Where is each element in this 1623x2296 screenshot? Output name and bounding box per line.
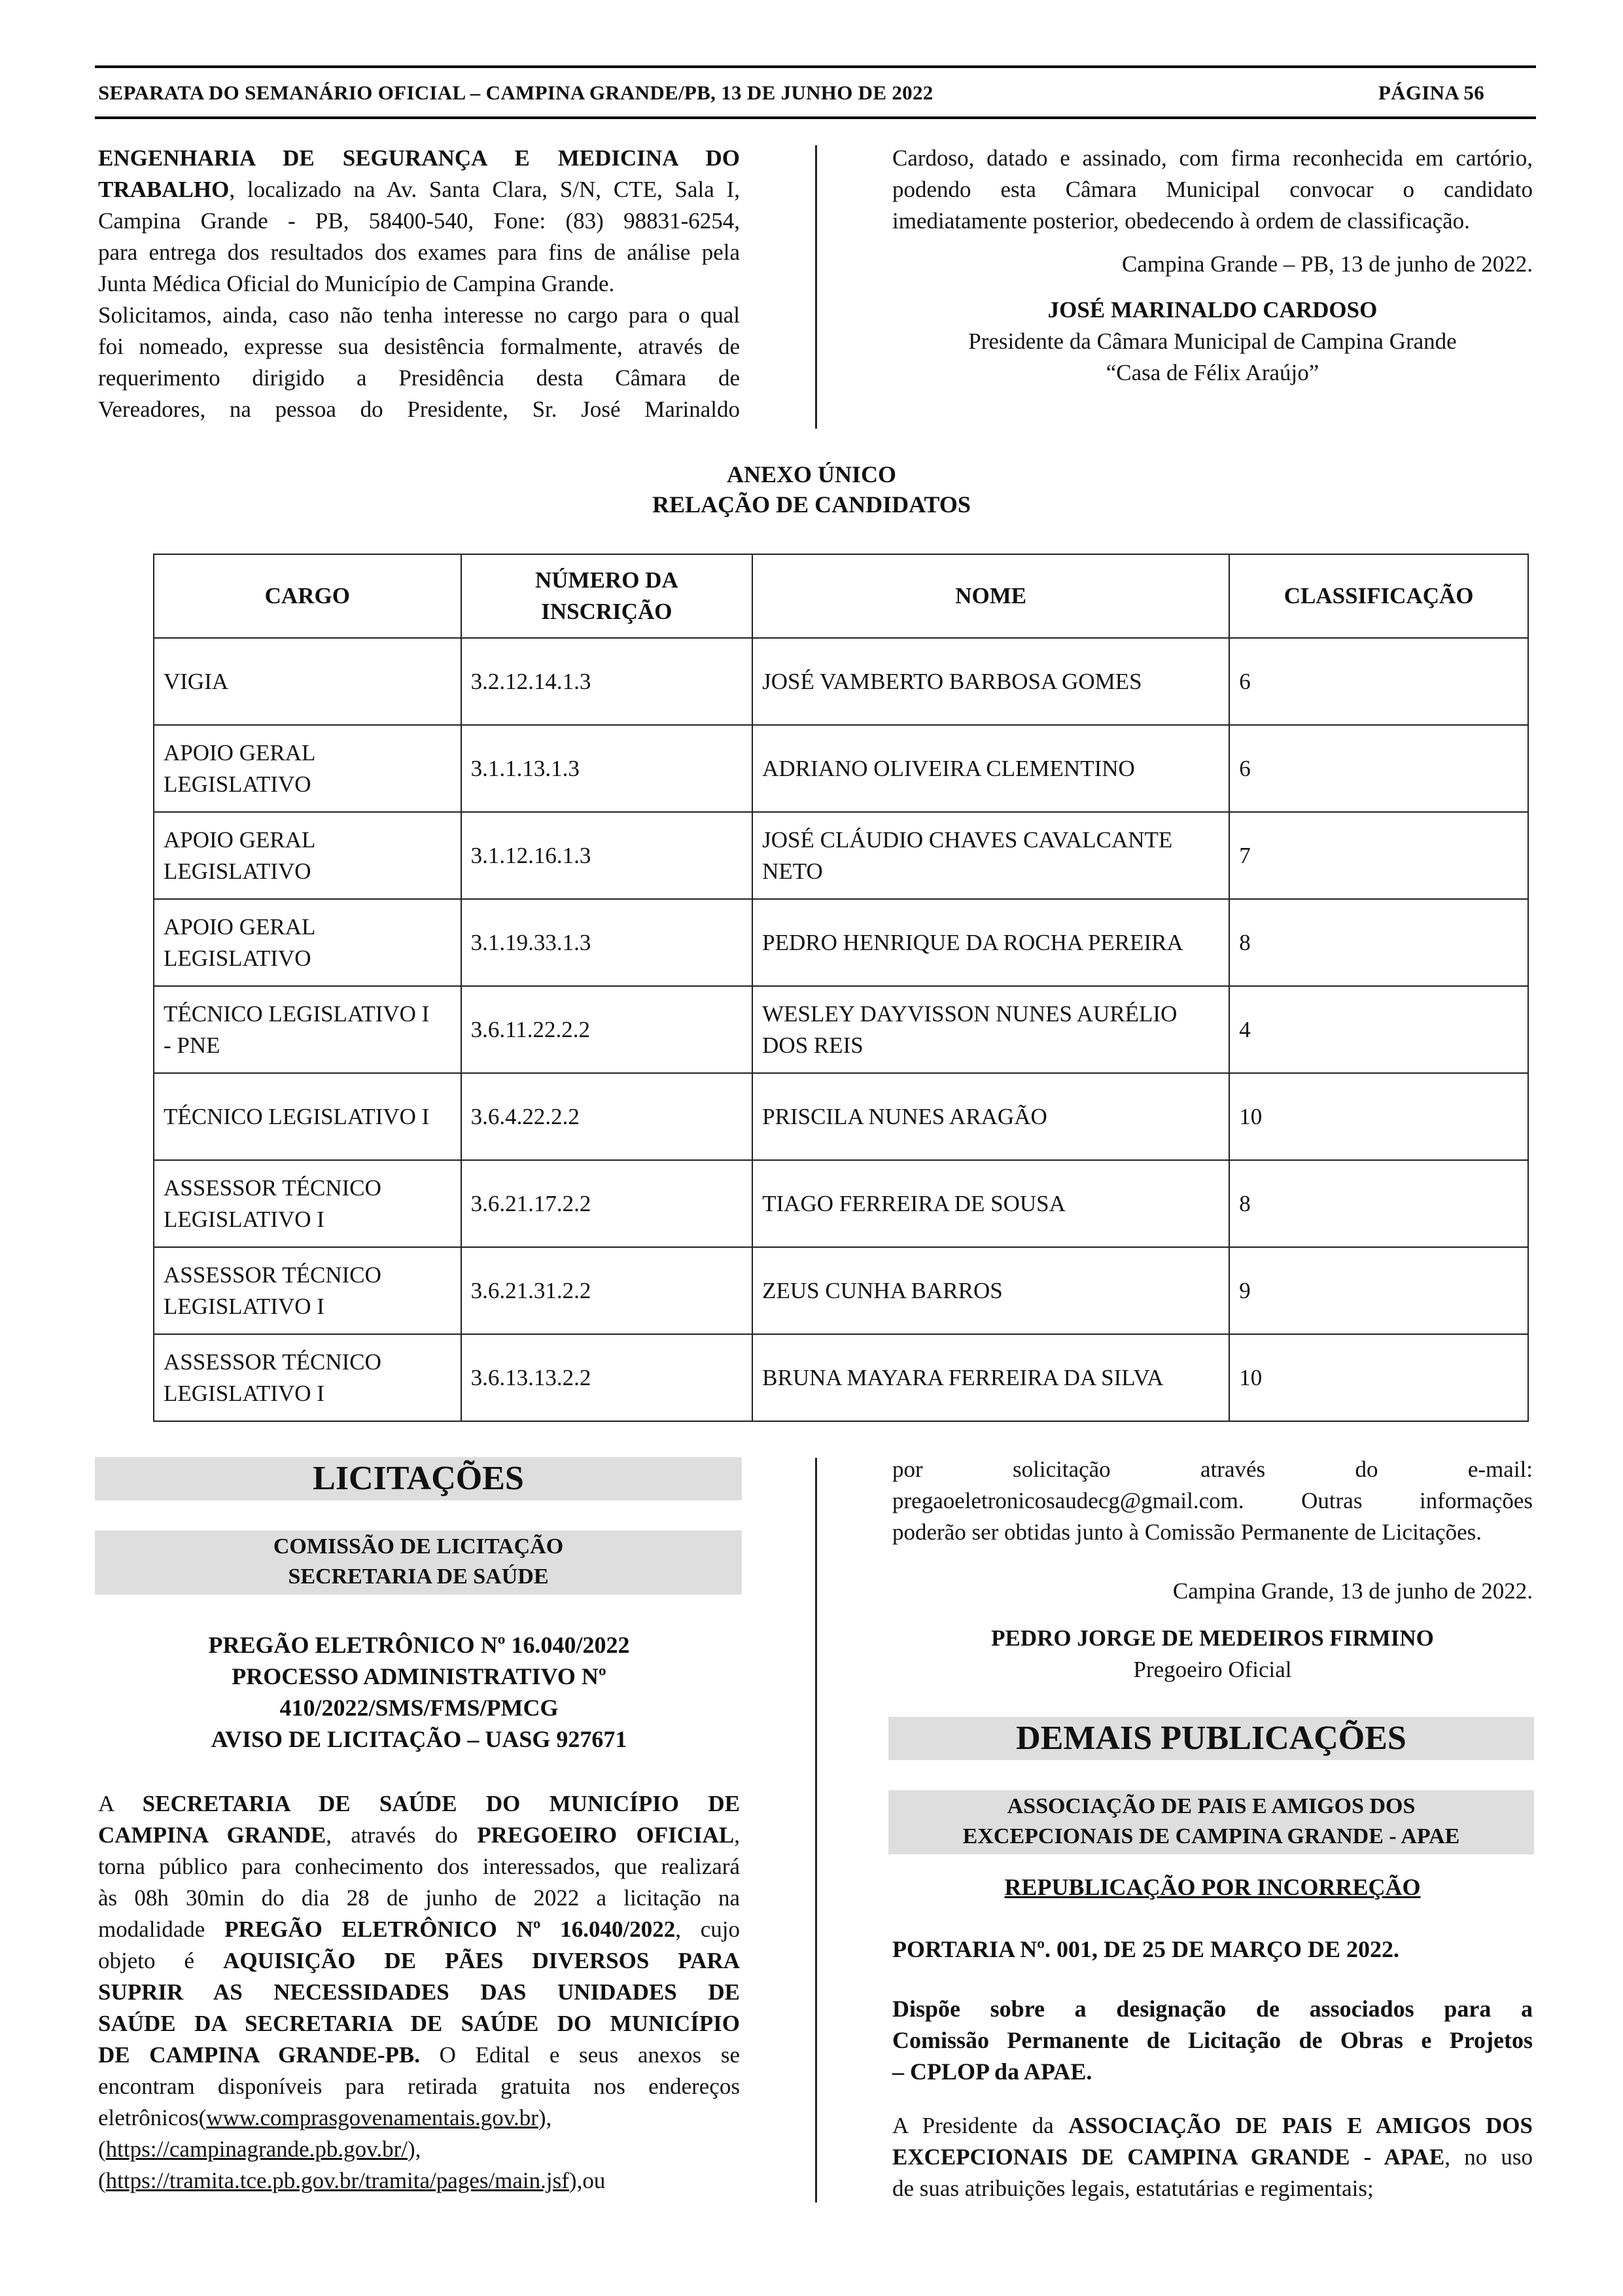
header-title: SEPARATA DO SEMANÁRIO OFICIAL – CAMPINA GRANDE/PB, 13 DE JUNHO DE 2022 <box>98 81 934 104</box>
bold-text: SECRETARIA DE SAÚDE DO MUNICÍPIO DE <box>142 1791 740 1816</box>
text: foi nomeado, expresse sua desistência formalmente, através de <box>98 334 740 359</box>
text: , cujo <box>675 1916 740 1942</box>
url-link: https://campinagrande.pb.gov.br/ <box>105 2136 408 2162</box>
cell-nome <box>752 986 1229 1073</box>
header-cargo: CARGO <box>154 554 461 638</box>
text: , <box>734 1822 740 1848</box>
body-line <box>98 1914 740 1945</box>
cargo-line: TÉCNICO LEGISLATIVO I <box>164 1103 430 1129</box>
pregao-heading-line: PREGÃO ELETRÔNICO Nº 16.040/2022 <box>208 1632 630 1658</box>
bold-text: DE CAMPINA GRANDE-PB. <box>98 2042 420 2068</box>
text: ), <box>538 2105 552 2130</box>
pregao-heading-line: PROCESSO ADMINISTRATIVO Nº <box>232 1663 606 1689</box>
body-line <box>98 2071 740 2102</box>
top-left-line <box>98 268 740 300</box>
cell-cargo <box>154 1160 461 1247</box>
text: objeto é <box>98 1948 224 1973</box>
cargo-line: LEGISLATIVO I <box>164 1206 324 1232</box>
nome-line: WESLEY DAYVISSON NUNES AURÉLIO <box>762 1000 1178 1027</box>
header-top-rule <box>95 65 1536 68</box>
cell-inscricao: 3.2.12.14.1.3 <box>461 638 753 725</box>
pregao-continuation <box>892 1454 1533 1686</box>
cargo-line: ASSESSOR TÉCNICO <box>164 1349 381 1375</box>
table-row <box>154 1334 1528 1421</box>
pregao-continuation-line: pregaoeletronicosaudecg@gmail.com. Outras informações <box>892 1488 1533 1513</box>
ementa-line: – CPLOP da APAE. <box>892 2058 1092 2085</box>
nome-line: PRISCILA NUNES ARAGÃO <box>762 1103 1047 1129</box>
bold-text: PREGOEIRO OFICIAL <box>477 1822 735 1848</box>
cargo-line: APOIO GERAL <box>164 826 316 853</box>
table-row <box>154 812 1528 899</box>
text: Campina Grande - PB, 58400-540, Fone: (83) 98831-6254, <box>98 208 740 234</box>
text: , localizado na Av. Santa Clara, S/N, CTE, Sala I, <box>229 177 740 202</box>
candidates-table <box>153 554 1529 1422</box>
top-right-line: Cardoso, datado e assinado, com firma reconhecida em cartório, <box>892 145 1533 171</box>
text: Junta Médica Oficial do Município de Campina Grande. <box>98 271 615 296</box>
apae-name-line-1: ASSOCIAÇÃO DE PAIS E AMIGOS DOS <box>1007 1794 1416 1818</box>
portaria-ementa <box>892 1993 1533 2087</box>
table-row <box>154 638 1528 725</box>
header-page-number: PÁGINA 56 <box>1378 81 1484 104</box>
top-left-line <box>98 394 740 425</box>
body-line <box>98 2102 740 2134</box>
cell-classificacao: 8 <box>1229 1160 1528 1247</box>
bold-text: PREGÃO ELETRÔNICO Nº 16.040/2022 <box>224 1916 676 1942</box>
cell-cargo <box>154 638 461 725</box>
licitacoes-band: LICITAÇÕES <box>95 1457 742 1500</box>
bold-text: ENGENHARIA DE SEGURANÇA E MEDICINA DO <box>98 145 740 171</box>
ementa-line: Dispõe sobre a designação de associados para a <box>892 1996 1533 2022</box>
top-right-line: imediatamente posterior, obedecendo à ordem de classificação. <box>892 208 1470 234</box>
pregao-body <box>98 1788 740 2197</box>
text: A Presidente da <box>892 2113 1069 2138</box>
body-line <box>98 1788 740 1820</box>
cell-nome <box>752 1160 1229 1247</box>
cargo-line: LEGISLATIVO <box>164 771 311 797</box>
portaria-heading: PORTARIA Nº. 001, DE 25 DE MARÇO DE 2022. <box>892 1936 1399 1962</box>
body-line <box>892 2142 1533 2173</box>
header-classificacao: CLASSIFICAÇÃO <box>1229 554 1528 638</box>
cell-inscricao: 3.6.11.22.2.2 <box>461 986 753 1073</box>
apae-name-line-2: EXCEPCIONAIS DE CAMPINA GRANDE - APAE <box>962 1824 1460 1848</box>
cell-classificacao: 10 <box>1229 1073 1528 1160</box>
demais-publicacoes-band: DEMAIS PUBLICAÇÕES <box>888 1717 1534 1760</box>
text: modalidade <box>98 1916 225 1942</box>
top-left-line <box>98 174 740 205</box>
cell-classificacao: 10 <box>1229 1334 1528 1421</box>
text: O Edital e seus anexos se <box>419 2042 740 2068</box>
header-bottom-rule <box>95 116 1536 119</box>
cell-classificacao: 8 <box>1229 899 1528 986</box>
top-left-line <box>98 205 740 237</box>
apae-body <box>892 2110 1533 2204</box>
top-left-line <box>98 143 740 174</box>
cargo-line: VIGIA <box>164 668 229 694</box>
cell-nome <box>752 1073 1229 1160</box>
cell-cargo <box>154 725 461 812</box>
cell-cargo <box>154 812 461 899</box>
nome-line: NETO <box>762 858 823 884</box>
cargo-line: LEGISLATIVO I <box>164 1380 324 1406</box>
text: , através do <box>326 1822 478 1848</box>
table-row <box>154 725 1528 812</box>
licitacoes-secretaria: SECRETARIA DE SAÚDE <box>288 1564 549 1589</box>
bold-text: AQUISIÇÃO DE PÃES DIVERSOS PARA <box>223 1948 740 1973</box>
bold-text: SUPRIR AS NECESSIDADES DAS UNIDADES DE <box>98 1979 740 2005</box>
pregao-heading-line: AVISO DE LICITAÇÃO – UASG 927671 <box>211 1726 627 1752</box>
top-right-house: “Casa de Félix Araújo” <box>1106 360 1319 385</box>
cargo-line: LEGISLATIVO I <box>164 1293 324 1319</box>
top-right-line: podendo esta Câmara Municipal convocar o candidato <box>892 177 1533 202</box>
licitacoes-subheading <box>95 1530 742 1595</box>
text: A <box>98 1791 143 1816</box>
column-divider-bottom <box>815 1458 817 2202</box>
table-row <box>154 899 1528 986</box>
text: de suas atribuições legais, estatutárias e regimentais; <box>892 2176 1374 2201</box>
text: ( <box>98 2136 106 2162</box>
top-right-role: Presidente da Câmara Municipal de Campina Grande <box>968 328 1457 354</box>
text: ( <box>198 2105 207 2130</box>
nome-line: PEDRO HENRIQUE DA ROCHA PEREIRA <box>762 929 1183 955</box>
table-row <box>154 1247 1528 1334</box>
cell-classificacao: 9 <box>1229 1247 1528 1334</box>
text: ( <box>98 2168 106 2193</box>
column-divider-top <box>815 145 817 429</box>
top-left-line <box>98 362 740 394</box>
cell-inscricao: 3.6.21.17.2.2 <box>461 1160 753 1247</box>
top-right-date: Campina Grande – PB, 13 de junho de 2022. <box>1122 251 1533 277</box>
cell-nome <box>752 638 1229 725</box>
annex-subtitle: RELAÇÃO DE CANDIDATOS <box>652 491 971 518</box>
cell-inscricao: 3.6.13.13.2.2 <box>461 1334 753 1421</box>
cell-inscricao: 3.6.4.22.2.2 <box>461 1073 753 1160</box>
cargo-line: APOIO GERAL <box>164 739 316 766</box>
table-header-row <box>154 554 1528 638</box>
text: encontram disponíveis para retirada gratuita nos endereços <box>98 2074 740 2099</box>
cell-inscricao: 3.1.19.33.1.3 <box>461 899 753 986</box>
nome-line: DOS REIS <box>762 1032 864 1058</box>
text: torna público para conhecimento dos interessados, que realizará <box>98 1854 740 1879</box>
pregao-continuation-line: por solicitação através do e-mail: <box>892 1457 1533 1482</box>
bold-text: ASSOCIAÇÃO DE PAIS E AMIGOS DOS <box>1068 2113 1533 2138</box>
cargo-line: LEGISLATIVO <box>164 858 311 884</box>
cargo-line: APOIO GERAL <box>164 913 316 940</box>
text: às 08h 30min do dia 28 de junho de 2022 a licitação na <box>98 1885 740 1911</box>
table-row <box>154 1160 1528 1247</box>
republicacao-heading: REPUBLICAÇÃO POR INCORREÇÃO <box>1004 1874 1421 1900</box>
nome-line: JOSÉ CLÁUDIO CHAVES CAVALCANTE <box>762 826 1173 853</box>
nome-line: TIAGO FERREIRA DE SOUSA <box>762 1190 1066 1216</box>
cargo-line: - PNE <box>164 1032 220 1058</box>
text: para entrega dos resultados dos exames para fins de análise pela <box>98 239 740 265</box>
text: Solicitamos, ainda, caso não tenha interesse no cargo para o qual <box>98 302 740 328</box>
text: , no uso <box>1444 2144 1533 2170</box>
nome-line: ZEUS CUNHA BARROS <box>762 1277 1003 1303</box>
cell-nome <box>752 899 1229 986</box>
bold-text: EXCEPCIONAIS DE CAMPINA GRANDE - APAE <box>892 2144 1445 2170</box>
body-line <box>892 2110 1533 2142</box>
annex-title: ANEXO ÚNICO <box>726 461 896 487</box>
pregao-signer: PEDRO JORGE DE MEDEIROS FIRMINO <box>991 1625 1434 1651</box>
top-left-line <box>98 237 740 268</box>
top-right-column <box>892 143 1533 389</box>
cargo-line: TÉCNICO LEGISLATIVO I <box>164 1000 430 1027</box>
header-nome: NOME <box>752 554 1229 638</box>
cell-nome <box>752 812 1229 899</box>
table-row <box>154 1073 1528 1160</box>
body-line <box>98 2040 740 2071</box>
pregao-heading <box>98 1629 740 1755</box>
header-inscricao: NÚMERO DA INSCRIÇÃO <box>461 554 753 638</box>
cargo-line: ASSESSOR TÉCNICO <box>164 1262 381 1288</box>
body-line <box>98 1882 740 1914</box>
top-left-line <box>98 331 740 362</box>
url-link: https://tramita.tce.pb.gov.br/tramita/pages/main.jsf <box>105 2168 569 2193</box>
licitacoes-commission: COMISSÃO DE LICITAÇÃO <box>273 1534 564 1559</box>
nome-line: JOSÉ VAMBERTO BARBOSA GOMES <box>762 668 1142 694</box>
apae-subheading <box>888 1790 1534 1854</box>
nome-line: BRUNA MAYARA FERREIRA DA SILVA <box>762 1364 1164 1390</box>
cell-classificacao: 6 <box>1229 725 1528 812</box>
cell-nome <box>752 1334 1229 1421</box>
cell-classificacao: 4 <box>1229 986 1528 1073</box>
cell-inscricao: 3.1.12.16.1.3 <box>461 812 753 899</box>
text: ou <box>582 2168 606 2193</box>
body-line <box>98 1851 740 1882</box>
ementa-line: Comissão Permanente de Licitação de Obras e Projetos <box>892 2027 1533 2053</box>
cell-cargo <box>154 1073 461 1160</box>
cell-cargo <box>154 1247 461 1334</box>
top-left-line <box>98 300 740 331</box>
url-link: www.comprasgovenamentais.gov.br <box>206 2105 538 2130</box>
cell-cargo <box>154 1334 461 1421</box>
cargo-line: LEGISLATIVO <box>164 945 311 971</box>
cell-classificacao: 7 <box>1229 812 1528 899</box>
cell-inscricao: 3.1.1.13.1.3 <box>461 725 753 812</box>
text: ), <box>568 2168 583 2193</box>
pregao-signer-role: Pregoeiro Oficial <box>1133 1657 1292 1682</box>
text: Vereadores, na pessoa do Presidente, Sr. José Marinaldo <box>98 397 740 422</box>
cell-cargo <box>154 899 461 986</box>
body-line <box>892 2173 1533 2204</box>
text: requerimento dirigido a Presidência desta Câmara de <box>98 365 740 391</box>
body-line <box>98 1820 740 1851</box>
top-left-column <box>98 143 740 425</box>
cell-classificacao: 6 <box>1229 638 1528 725</box>
cargo-line: ASSESSOR TÉCNICO <box>164 1174 381 1201</box>
body-line <box>98 2165 740 2197</box>
body-line <box>98 1945 740 1977</box>
text: ), <box>408 2136 421 2162</box>
cell-cargo <box>154 986 461 1073</box>
bold-text: CAMPINA GRANDE <box>98 1822 326 1848</box>
nome-line: ADRIANO OLIVEIRA CLEMENTINO <box>762 755 1135 781</box>
body-line <box>98 2008 740 2040</box>
cell-nome <box>752 1247 1229 1334</box>
text: eletrônicos <box>98 2105 199 2130</box>
bold-text: TRABALHO <box>98 177 230 202</box>
cell-inscricao: 3.6.21.31.2.2 <box>461 1247 753 1334</box>
bold-text: SAÚDE DA SECRETARIA DE SAÚDE DO MUNICÍPIO <box>98 2011 740 2036</box>
body-line <box>98 2134 740 2165</box>
body-line <box>98 1977 740 2008</box>
pregao-heading-line: 410/2022/SMS/FMS/PMCG <box>279 1695 559 1721</box>
top-right-signer: JOSÉ MARINALDO CARDOSO <box>1047 297 1378 323</box>
table-row <box>154 986 1528 1073</box>
pregao-continuation-line: poderão ser obtidas junto à Comissão Permanente de Licitações. <box>892 1519 1482 1545</box>
pregao-date: Campina Grande, 13 de junho de 2022. <box>1172 1578 1533 1604</box>
cell-nome <box>752 725 1229 812</box>
